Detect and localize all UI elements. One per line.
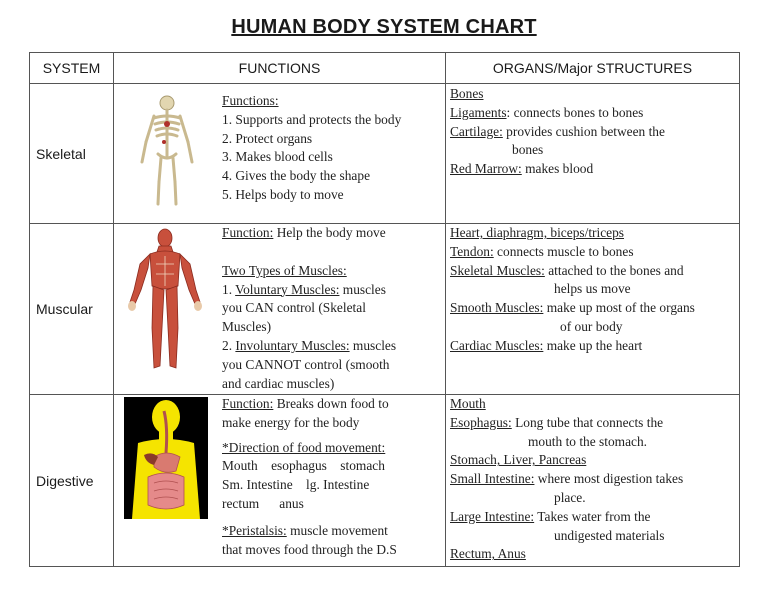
list-item: 4. Gives the body the shape <box>222 168 371 184</box>
list-item: 3. Makes blood cells <box>222 149 333 165</box>
muscular-function-label: Function: <box>222 225 274 240</box>
organ-tendon-text: connects muscle to bones <box>493 243 634 259</box>
organ-cardiac-text: make up the heart <box>543 337 643 353</box>
direction-heading: *Direction of food movement: <box>222 439 386 455</box>
header-organs: ORGANS/Major STRUCTURES <box>446 53 740 84</box>
organ-marrow-label: Red Marrow: <box>450 161 522 177</box>
voluntary-label: Voluntary Muscles: <box>235 281 340 297</box>
list-item-number: 2. <box>222 337 236 353</box>
food-path-line-2: Sm. Intestine lg. Intestine <box>222 477 370 493</box>
organ-large-intestine-label: Large Intestine: <box>450 508 535 524</box>
system-name-digestive: Digestive <box>30 395 114 567</box>
organ-small-intestine-text: where most digestion takes <box>534 471 684 487</box>
voluntary-text: muscles <box>339 281 386 297</box>
muscular-organs-cell <box>446 224 740 395</box>
digestive-system-image <box>124 397 208 519</box>
page-title: HUMAN BODY SYSTEM CHART <box>231 16 537 38</box>
muscular-functions-cell <box>114 224 446 395</box>
organ-cartilage-label: Cartilage: <box>450 123 503 139</box>
skeletal-row <box>30 84 740 224</box>
organ-small-intestine-text-2: place. <box>554 489 586 505</box>
skeletal-functions-heading: Functions: <box>222 93 279 108</box>
header-row <box>30 53 740 84</box>
organ-ligaments-label: Ligaments <box>450 104 507 120</box>
digestive-function-text-2: make energy for the body <box>222 414 360 430</box>
muscular-function-text: Help the body move <box>273 225 386 240</box>
digestive-functions-cell <box>114 395 446 567</box>
organ-skeletal-text: attached to the bones and <box>544 262 684 278</box>
skeletal-functions-cell <box>114 84 446 224</box>
organ-large-intestine-text: Takes water from the <box>534 508 651 524</box>
skeletal-organs-cell <box>446 84 740 224</box>
involuntary-label: Involuntary Muscles: <box>235 337 350 353</box>
involuntary-text-3: and cardiac muscles) <box>222 375 335 391</box>
involuntary-text: muscles <box>349 337 397 353</box>
digestive-row <box>30 395 740 567</box>
system-name-muscular: Muscular <box>30 224 114 395</box>
food-path-line-1: Mouth esophagus stomach <box>222 458 385 474</box>
organ-esophagus-text-2: mouth to the stomach. <box>528 433 648 449</box>
involuntary-text-2: you CANNOT control (smooth <box>222 356 390 372</box>
list-item-number: 1. <box>222 281 236 297</box>
muscular-row <box>30 224 740 395</box>
header-system: SYSTEM <box>30 53 114 84</box>
organ-stomach: Stomach, Liver, Pancreas <box>450 452 587 468</box>
food-path-line-3: rectum anus <box>222 495 304 511</box>
organ-cartilage-text: provides cushion between the <box>502 123 665 139</box>
peristalsis-text-2: that moves food through the D.S <box>222 541 397 557</box>
header-functions: FUNCTIONS <box>114 53 446 84</box>
list-item: 2. Protect organs <box>222 130 313 146</box>
digestive-function-text: Breaks down food to <box>273 396 389 411</box>
organ-cartilage-text-2: bones <box>512 142 544 158</box>
organ-mouth: Mouth <box>450 396 486 411</box>
organ-small-intestine-label: Small Intestine: <box>450 471 535 487</box>
organ-tendon-label: Tendon: <box>450 243 494 259</box>
muscle-types-heading: Two Types of Muscles: <box>222 262 347 278</box>
organ-smooth-text: make up most of the organs <box>543 300 695 316</box>
peristalsis-text: muscle movement <box>286 522 388 538</box>
organ-ligaments-text: : connects bones to bones <box>506 104 644 120</box>
digestive-function-label: Function: <box>222 396 274 411</box>
organ-rectum: Rectum, Anus <box>450 546 526 562</box>
muscular-body-image <box>126 228 204 372</box>
skeleton-image <box>134 94 200 210</box>
organ-smooth-label: Smooth Muscles: <box>450 300 544 316</box>
organ-bones: Bones <box>450 86 484 101</box>
list-item: 5. Helps body to move <box>222 186 344 202</box>
organ-esophagus-text: Long tube that connects the <box>511 414 664 430</box>
voluntary-text-2: you CAN control (Skeletal <box>222 300 366 316</box>
organ-marrow-text: makes blood <box>521 161 594 177</box>
body-system-table <box>29 52 740 567</box>
organ-muscular-main: Heart, diaphragm, biceps/triceps <box>450 225 625 240</box>
organ-cardiac-label: Cardiac Muscles: <box>450 337 544 353</box>
voluntary-text-3: Muscles) <box>222 319 272 335</box>
organ-esophagus-label: Esophagus: <box>450 414 512 430</box>
digestive-organs-cell <box>446 395 740 567</box>
list-item: 1. Supports and protects the body <box>222 111 402 127</box>
organ-large-intestine-text-2: undigested materials <box>554 527 665 543</box>
organ-skeletal-text-2: helps us move <box>554 281 631 297</box>
system-name-skeletal: Skeletal <box>30 84 114 224</box>
organ-skeletal-label: Skeletal Muscles: <box>450 262 545 278</box>
peristalsis-label: *Peristalsis: <box>222 522 287 538</box>
organ-smooth-text-2: of our body <box>560 318 623 334</box>
